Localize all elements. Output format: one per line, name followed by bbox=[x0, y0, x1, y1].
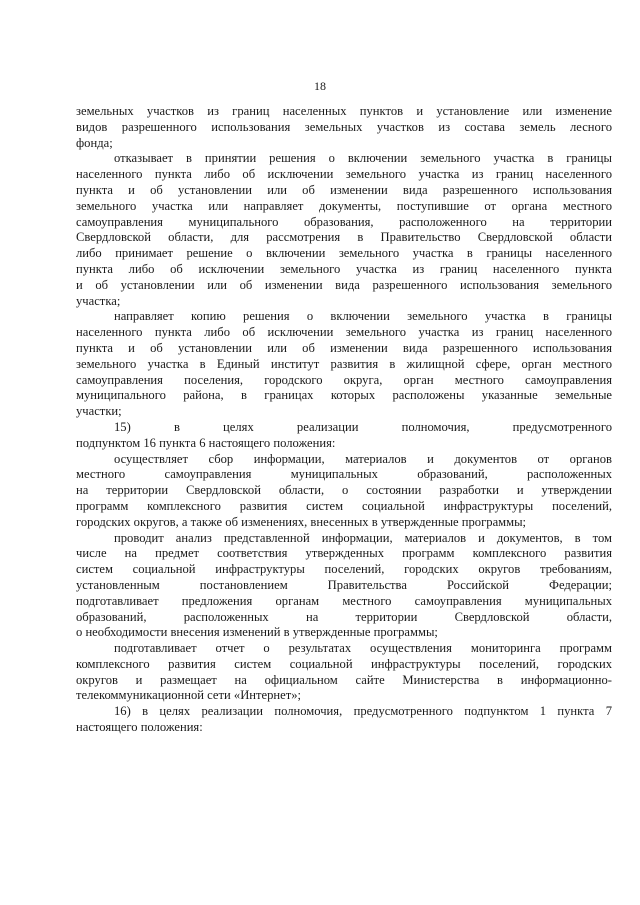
text-line: фонда; bbox=[76, 135, 113, 150]
text-line: земельных участков из границ населенных пунктов и установление или изменение bbox=[76, 104, 612, 118]
text-line: самоуправления муниципального образования, расположенного на территории bbox=[76, 214, 612, 229]
text-line: округов и размещает на официальном сайте Министерства в информационно- bbox=[76, 672, 612, 687]
text-line: подготавливает отчет о результатах осуществления мониторинга программ bbox=[114, 641, 612, 656]
text-line: Свердловской области, для рассмотрения в Правительство Свердловской области bbox=[76, 230, 612, 245]
paragraph-sends-copy bbox=[76, 309, 612, 420]
text-line: участка; bbox=[76, 293, 121, 308]
paragraph-monitoring-report bbox=[76, 641, 612, 704]
paragraph-collects-information bbox=[76, 452, 612, 531]
text-line: 15) в целях реализации полномочия, предусмотренного bbox=[114, 419, 612, 434]
text-line: пункта и об установлении или об изменении вида разрешенного использования bbox=[76, 340, 612, 355]
text-line: образований, расположенных на территории Свердловской области, bbox=[76, 609, 612, 624]
text-line: программ комплексного развития систем социальной инфраструктуры поселений, bbox=[76, 498, 612, 513]
paragraph-analysis bbox=[76, 531, 612, 642]
paragraph-item-15 bbox=[76, 420, 612, 452]
text-line: и об установлении или об изменении вида разрешенного использования земельного bbox=[76, 277, 612, 292]
text-line: подпунктом 16 пункта 6 настоящего положения: bbox=[76, 435, 336, 450]
text-line: пункта либо об исключении земельного участка из границ населенного пункта bbox=[76, 261, 612, 276]
text-line: комплексного развития систем социальной инфраструктуры поселений, городских bbox=[76, 656, 612, 671]
text-line: населенного пункта либо об исключении земельного участка из границ населенного bbox=[76, 167, 612, 182]
text-line: систем социальной инфраструктуры поселений, городских округов требованиям, bbox=[76, 562, 612, 577]
text-line: участки; bbox=[76, 404, 122, 419]
text-line: проводит анализ представленной информации, материалов и документов, в том bbox=[114, 530, 612, 545]
paragraph-refuses-decision bbox=[76, 151, 612, 309]
text-line: пункта и об установлении или об изменении вида разрешенного использования bbox=[76, 182, 612, 197]
text-line: направляет копию решения о включении земельного участка в границы bbox=[114, 309, 612, 324]
text-line: видов разрешенного использования земельных участков из состава земель лесного bbox=[76, 119, 612, 134]
text-line: телекоммуникационной сети «Интернет»; bbox=[76, 688, 302, 703]
text-line: местного самоуправления муниципальных образований, расположенных bbox=[76, 467, 612, 482]
text-line: населенного пункта либо об исключении земельного участка из границ населенного bbox=[76, 325, 612, 340]
document-body bbox=[76, 104, 612, 736]
text-line: настоящего положения: bbox=[76, 720, 203, 735]
text-line: подготавливает предложения органам местного самоуправления муниципальных bbox=[76, 593, 612, 608]
text-line: установленным постановлением Правительства Российской Федерации; bbox=[76, 577, 612, 592]
paragraph-item-16 bbox=[76, 704, 612, 736]
text-line: 16) в целях реализации полномочия, предусмотренного подпунктом 1 пункта 7 bbox=[114, 704, 612, 719]
text-line: осуществляет сбор информации, материалов и документов от органов bbox=[114, 451, 612, 466]
paragraph-continuation bbox=[76, 104, 612, 151]
text-line: самоуправления поселения, городского округа, орган местного самоуправления bbox=[76, 372, 612, 387]
page-number: 18 bbox=[314, 79, 326, 93]
text-line: земельного участка в Единый институт развития в жилищной сфере, орган местного bbox=[76, 356, 612, 371]
text-line: либо принимает решение о включении земельного участка в границы населенного bbox=[76, 246, 612, 261]
text-line: на территории Свердловской области, о состоянии разработки и утверждении bbox=[76, 483, 612, 498]
text-line: числе на предмет соответствия утвержденных программ комплексного развития bbox=[76, 546, 612, 561]
text-line: земельного участка или направляет документы, поступившие от органа местного bbox=[76, 198, 612, 213]
text-line: городских округов, а также об изменениях, внесенных в утвержденные программы; bbox=[76, 514, 527, 529]
text-line: отказывает в принятии решения о включении земельного участка в границы bbox=[114, 151, 612, 166]
text-line: о необходимости внесения изменений в утвержденные программы; bbox=[76, 625, 438, 640]
text-line: муниципального района, в границах которых расположены указанные земельные bbox=[76, 388, 612, 403]
